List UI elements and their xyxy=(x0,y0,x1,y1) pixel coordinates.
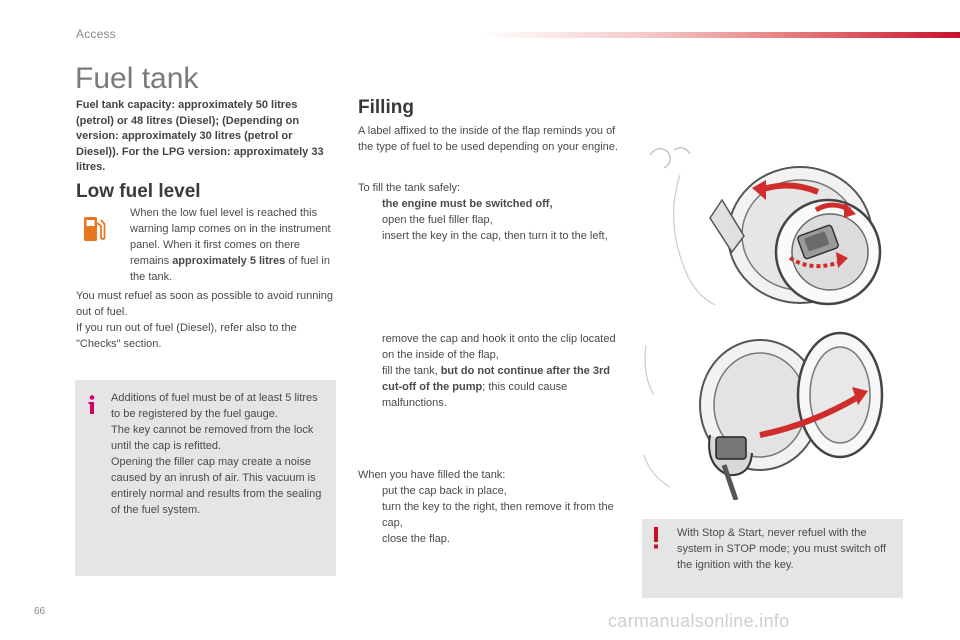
list-item: insert the key in the cap, then turn it to the left, xyxy=(382,230,608,242)
warning-text: With Stop & Start, never refuel with the system in STOP mode; you must switch off the ignition with the key. xyxy=(677,527,887,571)
list-item: open the fuel filler flap, xyxy=(382,214,493,226)
filling-steps-list-2 xyxy=(358,331,626,411)
lamp-description: When the low fuel level is reached this warning lamp comes on in the instrument panel. When it first comes on there remains approximately 5 litres of fuel in the tank. xyxy=(130,207,331,283)
list-item: the engine must be switched off, xyxy=(382,198,553,210)
capacity-note: Fuel tank capacity: approximately 50 litres (petrol) or 48 litres (Diesel); (Depending on version: approximately 30 litres (petrol or Diesel)). For the LPG version: approximately 33 litres. xyxy=(76,99,324,173)
section-label: Access xyxy=(76,27,116,41)
info-box-text: Additions of fuel must be of at least 5 litres to be registered by the fuel gauge. The key cannot be removed from the lock until the cap is refitted. Opening the filler cap may create a noise caused by an inrush of air. This vacuum is entirely normal and results from the sealing of the fuel system. xyxy=(111,392,322,516)
list-item: put the cap back in place, xyxy=(382,485,507,497)
filling-label-note: A label affixed to the inside of the flap reminds you of the type of fuel to be used depending on your engine. xyxy=(358,125,618,153)
filling-steps-intro: To fill the tank safely: xyxy=(358,182,461,194)
fuel-cap-removed-illustration xyxy=(640,325,900,500)
list-item: fill the tank, but do not continue after the 3rd cut-off of the pump; this could cause malfunctions. xyxy=(382,365,610,409)
watermark: carmanualsonline.info xyxy=(608,611,790,631)
after-filling-steps-list xyxy=(358,483,626,547)
filling-heading: Filling xyxy=(358,97,414,118)
fuel-cap-key-illustration xyxy=(640,140,900,320)
list-item: turn the key to the right, then remove it from the cap, xyxy=(382,501,614,529)
info-icon xyxy=(87,395,97,415)
page-number: 66 xyxy=(34,606,46,617)
list-item: remove the cap and hook it onto the clip located on the inside of the flap, xyxy=(382,333,616,361)
header-accent-bar xyxy=(480,32,960,38)
page-title: Fuel tank xyxy=(75,62,199,95)
after-filling-intro: When you have filled the tank: xyxy=(358,469,506,481)
fuel-pump-icon xyxy=(82,214,106,244)
refuel-advice: You must refuel as soon as possible to avoid running out of fuel. If you run out of fuel (Diesel), refer also to the "Checks" section. xyxy=(76,290,334,350)
exclamation-icon xyxy=(652,527,660,549)
filling-steps-list-1 xyxy=(358,196,626,244)
low-fuel-heading: Low fuel level xyxy=(76,181,201,202)
list-item: close the flap. xyxy=(382,533,450,545)
